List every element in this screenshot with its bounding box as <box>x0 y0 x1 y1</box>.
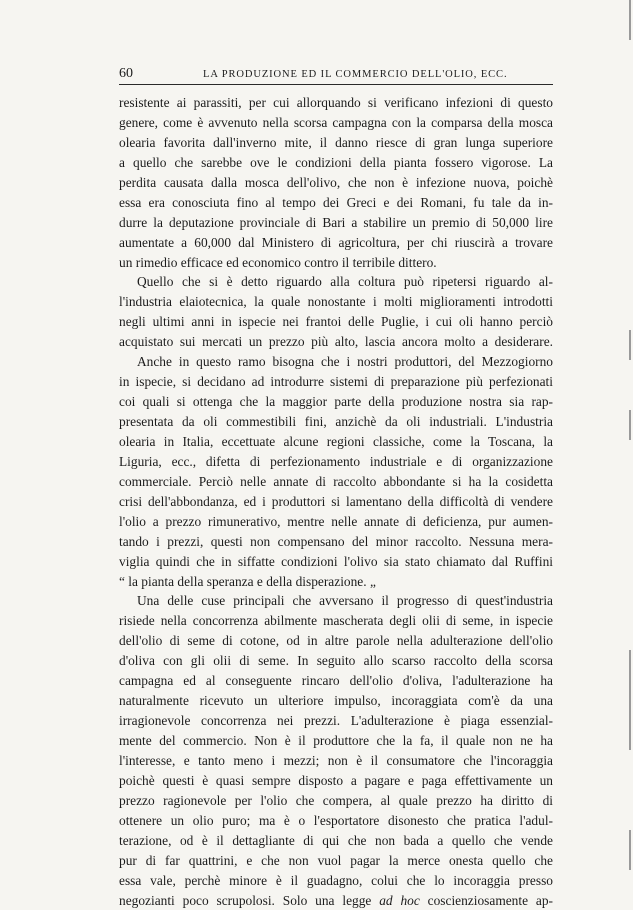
text-line: l'interesse, e tanto meno i mezzi; non è il consumatore che l'incoraggia <box>119 751 553 771</box>
text-line: campagna ed al conseguente rincaro dell'olio d'oliva, l'adulterazione ha <box>119 671 553 691</box>
italic-term: ad hoc <box>379 893 420 908</box>
text-line: l'industria elaiotecnica, la quale nonostante i molti miglioramenti introdotti <box>119 292 553 312</box>
text-line: “ la pianta della speranza e della disperazione. „ <box>119 572 553 592</box>
text-line: viglia quindi che in siffatte condizioni l'olivo sia stato chiamato dal Ruffini <box>119 552 553 572</box>
scan-edge-mark <box>629 830 631 870</box>
page-header <box>119 64 553 85</box>
text-segment: coscienziosamente ap- <box>420 893 553 908</box>
text-line: l'olio a prezzo rimunerativo, mentre nelle annate di deficienza, pur aumen- <box>119 512 553 532</box>
text-line: un rimedio efficace ed economico contro il terribile dittero. <box>119 253 553 273</box>
text-line: naturalmente ricevuto un ulteriore impulso, incoraggiata com'è da una <box>119 691 553 711</box>
text-line: prezzo ragionevole per l'olio che compera, al quale prezzo ha diritto di <box>119 791 553 811</box>
text-line: olearia in Italia, eccettuate alcune regioni classiche, come la Toscana, la <box>119 432 553 452</box>
running-title: LA PRODUZIONE ED IL COMMERCIO DELL'OLIO, ECC. <box>203 69 508 80</box>
text-line: risiede nella concorrenza abilmente mascherata degli olii di seme, in ispecie <box>119 611 553 631</box>
scan-edge-mark <box>629 410 631 440</box>
text-line: essa era conosciuta fino al tempo dei Greci e dei Romani, fu tale da in- <box>119 193 553 213</box>
text-line: irragionevole concorrenza nei prezzi. L'adulterazione è piaga essenzial- <box>119 711 553 731</box>
text-line: terazione, od è il dettagliante di qui che non bada a quello che vende <box>119 831 553 851</box>
text-line: ottenere un olio puro; ma è o l'esportatore disonesto che pratica l'adul- <box>119 811 553 831</box>
text-line: genere, come è avvenuto nella scorsa campagna con la comparsa della mosca <box>119 113 553 133</box>
text-line <box>119 891 553 910</box>
text-line: presentata da oli commestibili fini, anzichè da oli industriali. L'industria <box>119 412 553 432</box>
text-line: acquistato sui mercati un prezzo più alto, lascia ancora molto a desiderare. <box>119 332 553 352</box>
text-line: crisi dell'abbondanza, ed i produttori si lamentano della difficoltà di vendere <box>119 492 553 512</box>
text-line: pur di far quattrini, e che non vuol pagar la merce onesta quello che <box>119 851 553 871</box>
text-segment: negozianti poco scrupolosi. Solo una legge <box>119 893 379 908</box>
body-text <box>119 93 553 910</box>
text-line: d'oliva con gli olii di seme. In seguito allo scarso raccolto della scorsa <box>119 651 553 671</box>
text-line: olearia favorita dall'inverno mite, il danno riesce di gran lunga superiore <box>119 133 553 153</box>
text-line: negli ultimi anni in ispecie nei frantoi delle Puglie, i cui oli hanno perciò <box>119 312 553 332</box>
text-line: resistente ai parassiti, per cui allorquando si verificano infezioni di questo <box>119 93 553 113</box>
text-line: aumentate a 60,000 dal Ministero di agricoltura, per chi riuscirà a trovare <box>119 233 553 253</box>
text-line: Quello che si è detto riguardo alla coltura può ripetersi riguardo al- <box>119 272 553 292</box>
text-line: in ispecie, si decidano ad introdurre sistemi di preparazione più perfezionati <box>119 372 553 392</box>
text-line: mente del commercio. Non è il produttore che la fa, il quale non ne ha <box>119 731 553 751</box>
text-line: tando i prezzi, questi non compensano del minor raccolto. Nessuna mera- <box>119 532 553 552</box>
text-line: essa vale, perchè minore è il guadagno, colui che lo incoraggia presso <box>119 871 553 891</box>
scan-edge-mark <box>629 0 631 40</box>
text-line: coi quali si ottenga che la maggior parte della produzione nostra sia rap- <box>119 392 553 412</box>
text-line: commerciale. Perciò nelle annate di raccolto abbondante si ha la cosidetta <box>119 472 553 492</box>
text-line: perdita causata dalla mosca dell'olivo, che non è infezione nuova, poichè <box>119 173 553 193</box>
text-line: dell'olio di seme di cotone, od in altre parole nella adulterazione dell'olio <box>119 631 553 651</box>
scan-edge-mark <box>629 650 631 750</box>
text-line: Liguria, ecc., difetta di perfezionamento industriale e di organizzazione <box>119 452 553 472</box>
page-number: 60 <box>119 66 133 82</box>
scan-edge-mark <box>629 330 631 360</box>
text-line: a quello che sarebbe ove le condizioni della pianta fossero vigorose. La <box>119 153 553 173</box>
text-line: Anche in questo ramo bisogna che i nostri produttori, del Mezzogiorno <box>119 352 553 372</box>
text-line: poichè questi è quasi sempre disposto a pagare e paga effettivamente un <box>119 771 553 791</box>
text-line: durre la deputazione provinciale di Bari a stabilire un premio di 50,000 lire <box>119 213 553 233</box>
text-line: Una delle cuse principali che avversano il progresso di quest'industria <box>119 591 553 611</box>
